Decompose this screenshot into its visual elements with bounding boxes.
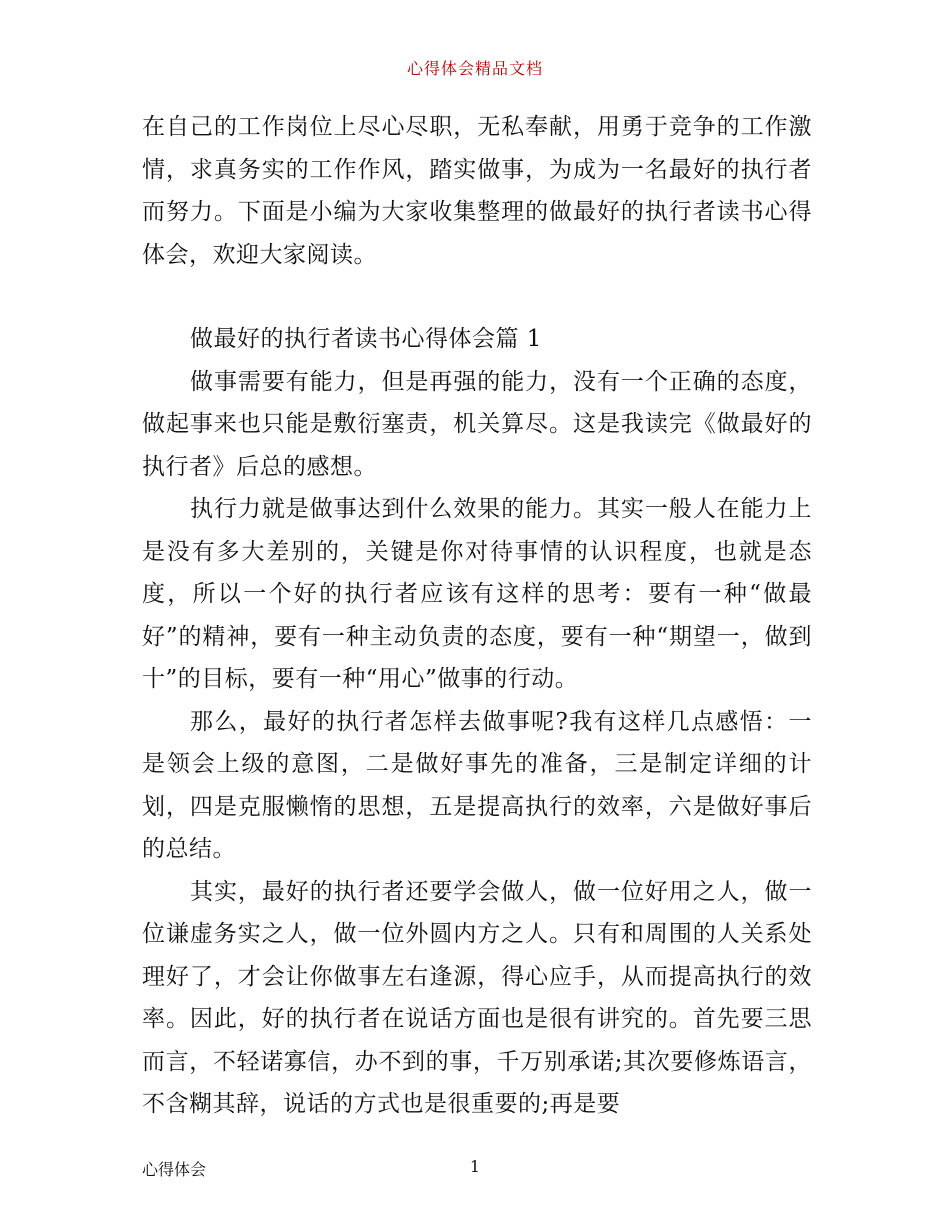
body-paragraph-3: 那么，最好的执行者怎样去做事呢?我有这样几点感悟：一是领会上级的意图，二是做好事先的准备，三是制定详细的计划，四是克服懒惰的思想，五是提高执行的效率，六是做好事后的总结。: [142, 708, 812, 862]
footer-label: 心得体会: [142, 1160, 207, 1179]
body-paragraph-4: 其实，最好的执行者还要学会做人，做一位好用之人，做一位谦虚务实之人，做一位外圆内方之人。只有和周围的人关系处理好了，才会让你做事左右逢源，得心应手，从而提高执行的效率。因此，好的执行者在说话方面也是很有讲究的。首先要三思而言，不轻诺寡信，办不到的事，千万别承诺;其次要修炼语言，不含糊其辞，说话的方式也是很重要的;再是要: [142, 878, 812, 1117]
paragraph-spacer: [142, 276, 812, 318]
document-body: [142, 106, 812, 1126]
section-title: 做最好的执行者读书心得体会篇 1: [190, 326, 542, 352]
body-paragraph-1: 做事需要有能力，但是再强的能力，没有一个正确的态度，做起事来也只能是敷衍塞责，机关算尽。这是我读完《做最好的执行者》后总的感想。: [142, 368, 812, 480]
page-header-title: 心得体会精品文档: [406, 59, 543, 78]
intro-paragraph: 在自己的工作岗位上尽心尽职，无私奉献，用勇于竞争的工作激情，求真务实的工作作风，踏实做事，为成为一名最好的执行者而努力。下面是小编为大家收集整理的做最好的执行者读书心得体会，欢迎大家阅读。: [142, 114, 812, 268]
page-number: 1: [469, 1157, 481, 1176]
body-paragraph-2: 执行力就是做事达到什么效果的能力。其实一般人在能力上是没有多大差别的，关键是你对待事情的认识程度，也就是态度，所以一个好的执行者应该有这样的思考：要有一种“做最好”的精神，要有一种主动负责的态度，要有一种“期望一，做到十”的目标，要有一种“用心”做事的行动。: [142, 496, 812, 692]
